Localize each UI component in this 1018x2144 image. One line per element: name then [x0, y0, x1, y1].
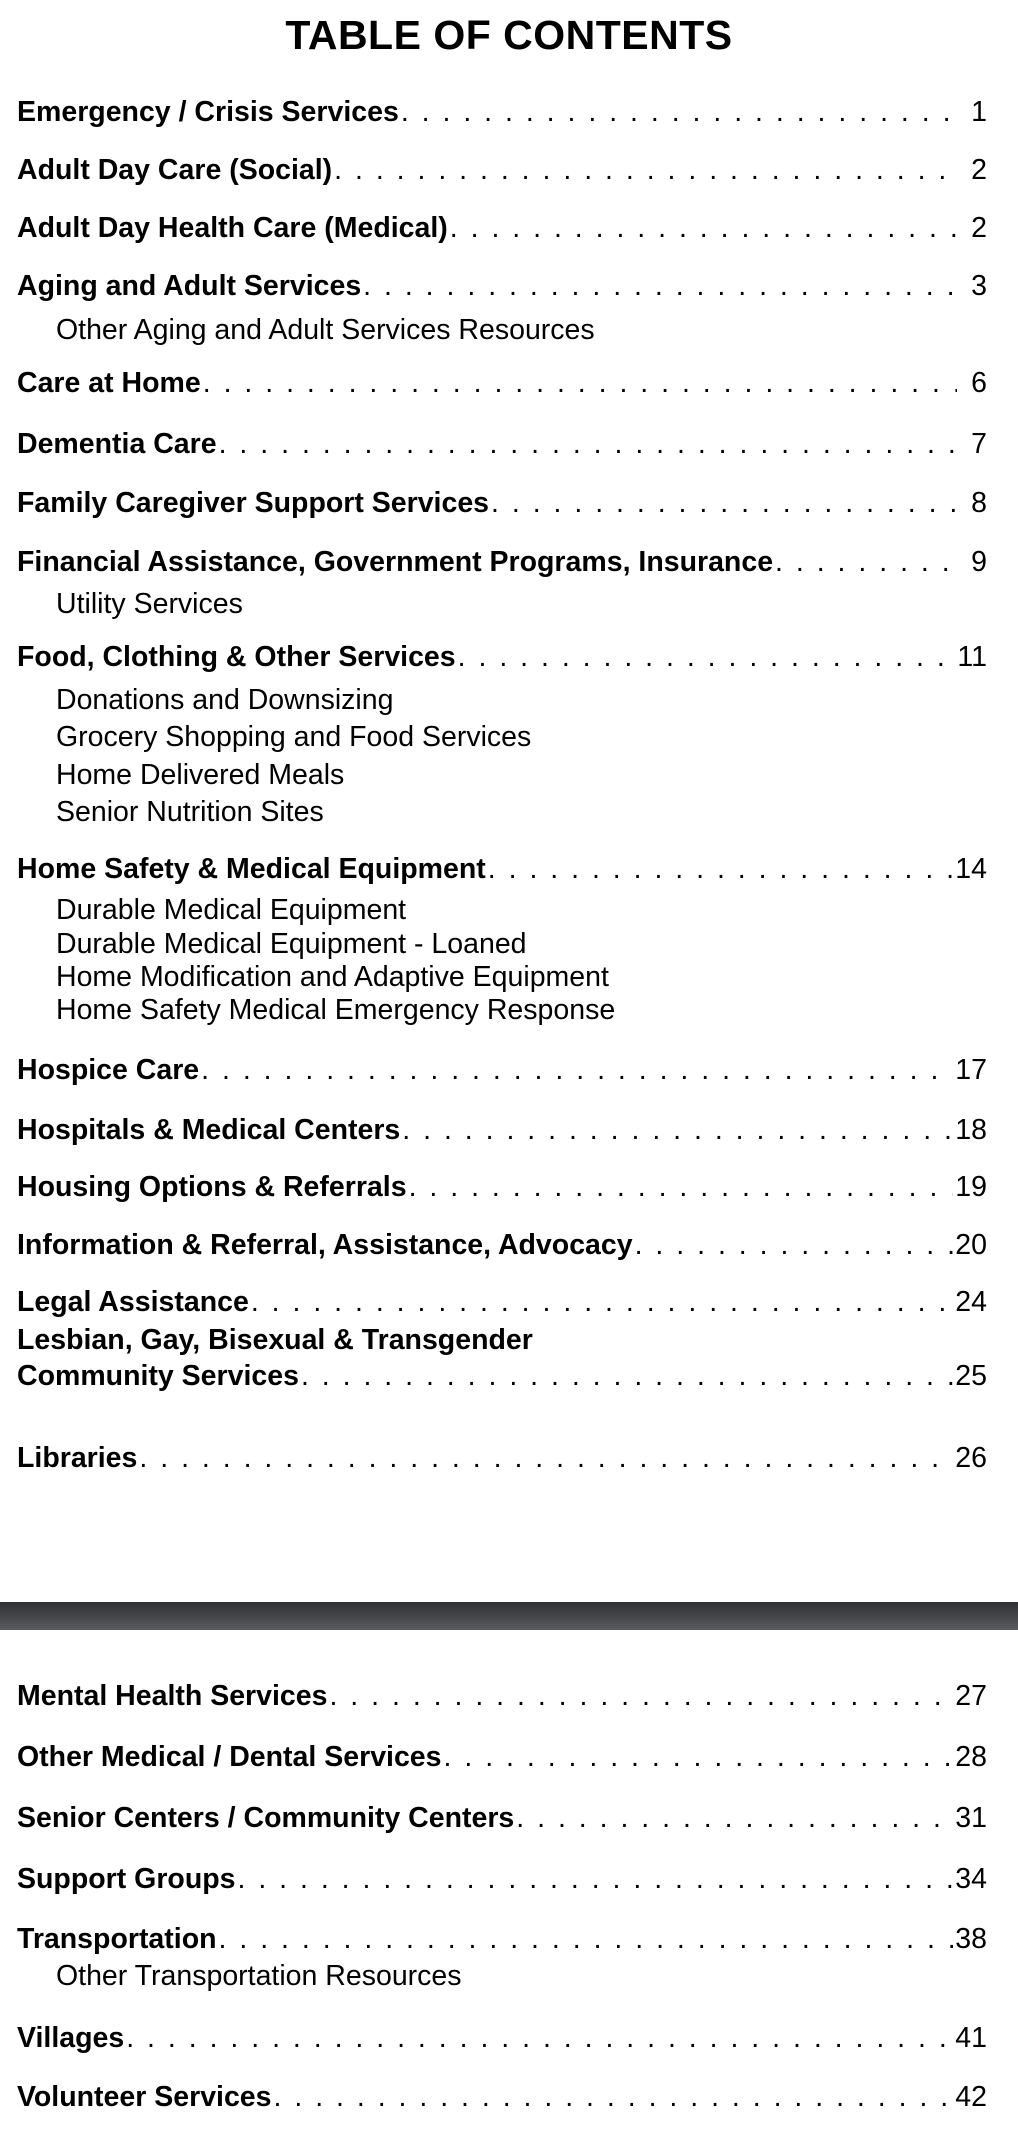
dot-leader — [363, 270, 957, 303]
toc-entry-label: Food, Clothing & Other Services — [17, 641, 456, 673]
toc-entry — [17, 154, 987, 187]
toc-page-number: 38 — [955, 1923, 987, 1955]
dot-leader — [237, 1863, 953, 1896]
toc-entry — [17, 1171, 987, 1204]
toc-page-number: 25 — [955, 1360, 987, 1392]
toc-page-number: 42 — [955, 2081, 987, 2113]
toc-subentry: Donations and Downsizing — [56, 684, 394, 716]
toc-subentry: Home Safety Medical Emergency Response — [56, 994, 616, 1026]
toc-subentry: Other Transportation Resources — [56, 1960, 462, 1992]
toc-page-number: 31 — [955, 1802, 987, 1834]
toc-entry — [17, 2081, 987, 2114]
toc-entry — [17, 212, 987, 245]
toc-entry-label: Information & Referral, Assistance, Advocacy — [17, 1229, 633, 1261]
toc-entry — [17, 96, 987, 129]
dot-leader — [203, 367, 957, 400]
dot-leader — [251, 1286, 953, 1319]
dot-leader — [401, 96, 957, 129]
toc-entry — [17, 1054, 987, 1087]
toc-entry-label: Dementia Care — [17, 428, 217, 460]
dot-leader — [139, 1442, 953, 1475]
toc-page-number: 28 — [955, 1741, 987, 1773]
toc-entry — [17, 1114, 987, 1147]
toc-page-number: 17 — [955, 1054, 987, 1086]
toc-entry — [17, 1680, 987, 1713]
toc-entry-label: Hospice Care — [17, 1054, 200, 1086]
dot-leader — [126, 2022, 953, 2055]
dot-leader — [458, 641, 956, 674]
toc-entry — [17, 428, 987, 461]
toc-entry-label: Other Medical / Dental Services — [17, 1741, 442, 1773]
toc-page-number: 34 — [955, 1863, 987, 1895]
dot-leader — [444, 1741, 954, 1774]
toc-page-number: 8 — [971, 487, 987, 519]
toc-entry-label: Libraries — [17, 1442, 138, 1474]
toc-entry — [17, 1741, 987, 1774]
toc-subentry: Durable Medical Equipment - Loaned — [56, 928, 527, 960]
dot-leader — [274, 2081, 954, 2114]
toc-entry-label: Support Groups — [17, 1863, 236, 1895]
dot-leader — [219, 1923, 954, 1956]
toc-entry-label: Transportation — [17, 1923, 217, 1955]
toc-entry-label: Hospitals & Medical Centers — [17, 1114, 401, 1146]
dot-leader — [301, 1360, 953, 1393]
toc-page-number: 3 — [971, 270, 987, 302]
toc-page-number: 41 — [955, 2022, 987, 2054]
toc-entry — [17, 270, 987, 303]
toc-entry-label: Volunteer Services — [17, 2081, 272, 2113]
toc-entry — [17, 367, 987, 400]
toc-entry-label: Emergency / Crisis Services — [17, 96, 399, 128]
toc-entry-label: Housing Options & Referrals — [17, 1171, 407, 1203]
toc-entry-label: Adult Day Care (Social) — [17, 154, 333, 186]
page-divider — [0, 1602, 1018, 1630]
toc-entry-label: Mental Health Services — [17, 1680, 328, 1712]
toc-entry — [17, 546, 987, 579]
toc-page-number: 2 — [971, 212, 987, 244]
dot-leader — [219, 428, 957, 461]
toc-entry — [17, 487, 987, 520]
toc-entry-label: Aging and Adult Services — [17, 270, 362, 302]
toc-entry — [17, 1802, 987, 1835]
toc-subentry: Home Modification and Adaptive Equipment — [56, 961, 609, 993]
toc-page-number: 24 — [955, 1286, 987, 1318]
toc-entry — [17, 2022, 987, 2055]
toc-entry-label-line1: Lesbian, Gay, Bisexual & Transgender — [17, 1324, 533, 1356]
toc-entry — [17, 853, 987, 886]
toc-subentry: Grocery Shopping and Food Services — [56, 721, 532, 753]
toc-page-number: 18 — [955, 1114, 987, 1146]
toc-page-2 — [0, 1630, 1018, 2144]
toc-subentry: Utility Services — [56, 588, 243, 620]
toc-page-number: 27 — [955, 1680, 987, 1712]
dot-leader — [635, 1229, 954, 1262]
dot-leader — [409, 1171, 954, 1204]
toc-entry — [17, 1863, 987, 1896]
toc-entry-label: Home Safety & Medical Equipment — [17, 853, 486, 885]
toc-page-number: 14 — [955, 853, 987, 885]
toc-entry — [17, 1229, 987, 1262]
toc-page-number: 19 — [955, 1171, 987, 1203]
dot-leader — [775, 546, 957, 579]
toc-page-number: 9 — [971, 546, 987, 578]
toc-entry-label: Family Caregiver Support Services — [17, 487, 490, 519]
dot-leader — [488, 853, 954, 886]
dot-leader — [450, 212, 957, 245]
dot-leader — [402, 1114, 953, 1147]
toc-entry — [17, 1442, 987, 1475]
toc-entry-label: Villages — [17, 2022, 125, 2054]
toc-subentry: Home Delivered Meals — [56, 759, 345, 791]
toc-page-number: 26 — [955, 1442, 987, 1474]
toc-page-number: 11 — [957, 641, 987, 673]
toc-page-number: 7 — [971, 428, 987, 460]
toc-entry — [17, 641, 987, 674]
toc-entry — [17, 1923, 987, 1956]
toc-entry-label: Legal Assistance — [17, 1286, 249, 1318]
toc-subentry: Senior Nutrition Sites — [56, 796, 324, 828]
toc-page-number: 20 — [955, 1229, 987, 1261]
dot-leader — [334, 154, 957, 187]
toc-page-number: 1 — [971, 96, 987, 128]
toc-entry-label: Senior Centers / Community Centers — [17, 1802, 515, 1834]
dot-leader — [516, 1802, 953, 1835]
toc-entry — [17, 1286, 987, 1319]
toc-subentry: Durable Medical Equipment — [56, 894, 407, 926]
toc-subentry: Other Aging and Adult Services Resources — [56, 314, 595, 346]
dot-leader — [201, 1054, 953, 1087]
toc-entry-label: Adult Day Health Care (Medical) — [17, 212, 448, 244]
page-title: TABLE OF CONTENTS — [285, 12, 733, 58]
toc-entry-label: Financial Assistance, Government Programs, Insurance — [17, 546, 774, 578]
dot-leader — [329, 1680, 953, 1713]
toc-page-number: 2 — [971, 154, 987, 186]
toc-entry-label: Care at Home — [17, 367, 201, 399]
toc-page-number: 6 — [971, 367, 987, 399]
toc-entry — [17, 1360, 987, 1393]
dot-leader — [491, 487, 957, 520]
toc-entry-label: Community Services — [17, 1360, 299, 1392]
